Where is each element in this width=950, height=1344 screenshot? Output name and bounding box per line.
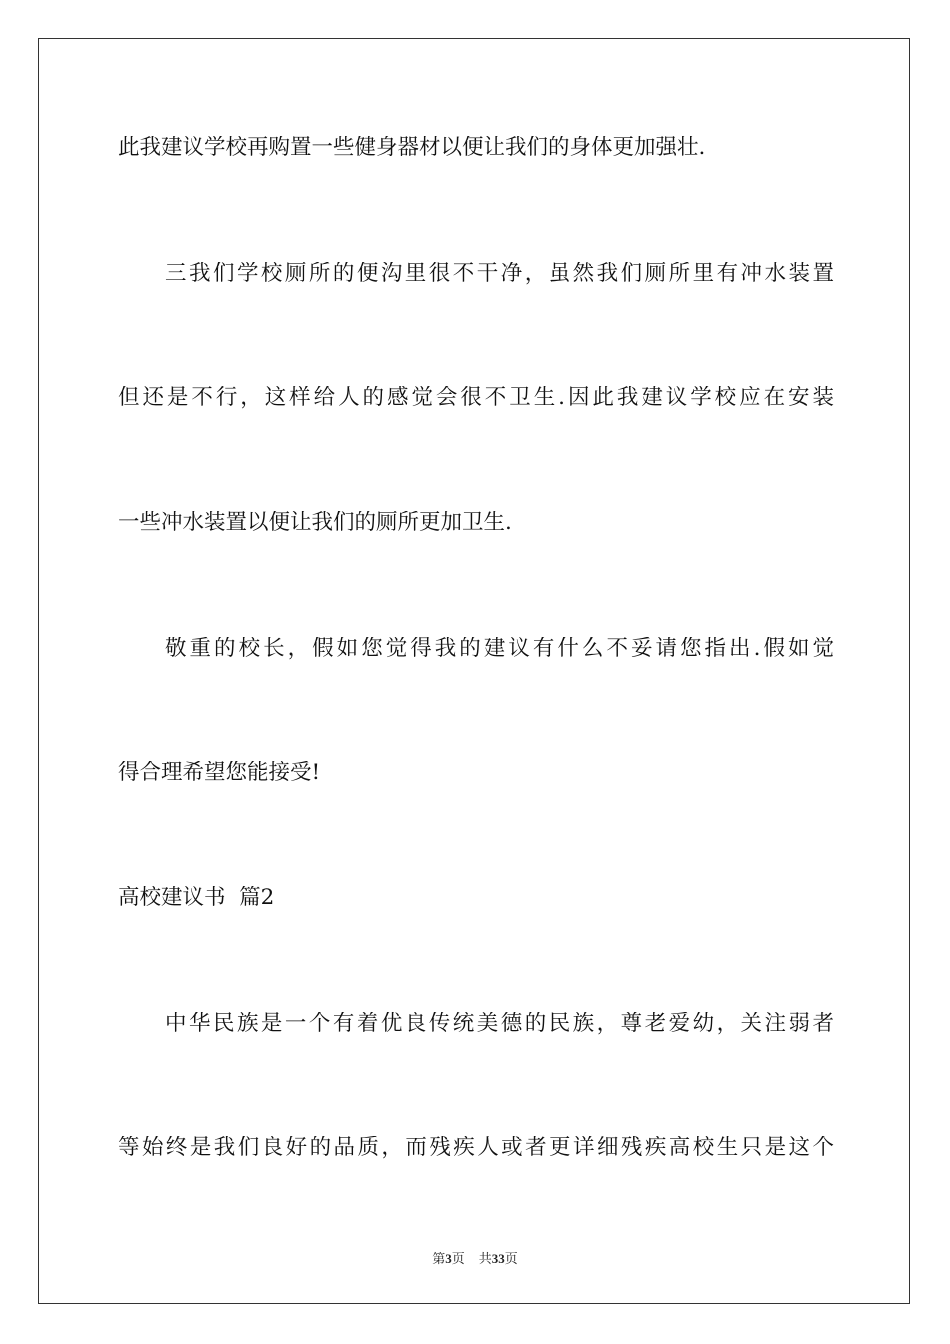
page-footer: [0, 1248, 950, 1267]
body-text-line: 一些冲水装置以便让我们的厕所更加卫生.: [118, 511, 512, 535]
footer-page-suffix: 页: [451, 1251, 465, 1266]
footer-total-prefix: 共: [478, 1251, 492, 1266]
footer-page-prefix: 第: [432, 1251, 446, 1266]
body-text-line: 等始终是我们良好的品质，而残疾人或者更详细残疾高校生只是这个: [118, 1136, 834, 1160]
body-text-line: 中华民族是一个有着优良传统美德的民族，尊老爱幼，关注弱者: [165, 1012, 834, 1036]
footer-total-suffix: 页: [504, 1251, 518, 1266]
body-text-line: 得合理希望您能接受!: [118, 761, 321, 785]
footer-page-number: 3: [445, 1251, 452, 1266]
body-text-line: 此我建议学校再购置一些健身器材以便让我们的身体更加强壮.: [118, 136, 706, 160]
section-heading: 高校建议书 篇2: [118, 886, 275, 910]
body-text-line: 三我们学校厕所的便沟里很不干净，虽然我们厕所里有冲水装置: [165, 262, 834, 286]
footer-total-number: 33: [491, 1251, 505, 1266]
body-text-line: 但还是不行，这样给人的感觉会很不卫生.因此我建议学校应在安装: [118, 386, 834, 410]
page-border: [38, 38, 910, 1304]
body-text-line: 敬重的校长，假如您觉得我的建议有什么不妥请您指出.假如觉: [165, 637, 834, 661]
